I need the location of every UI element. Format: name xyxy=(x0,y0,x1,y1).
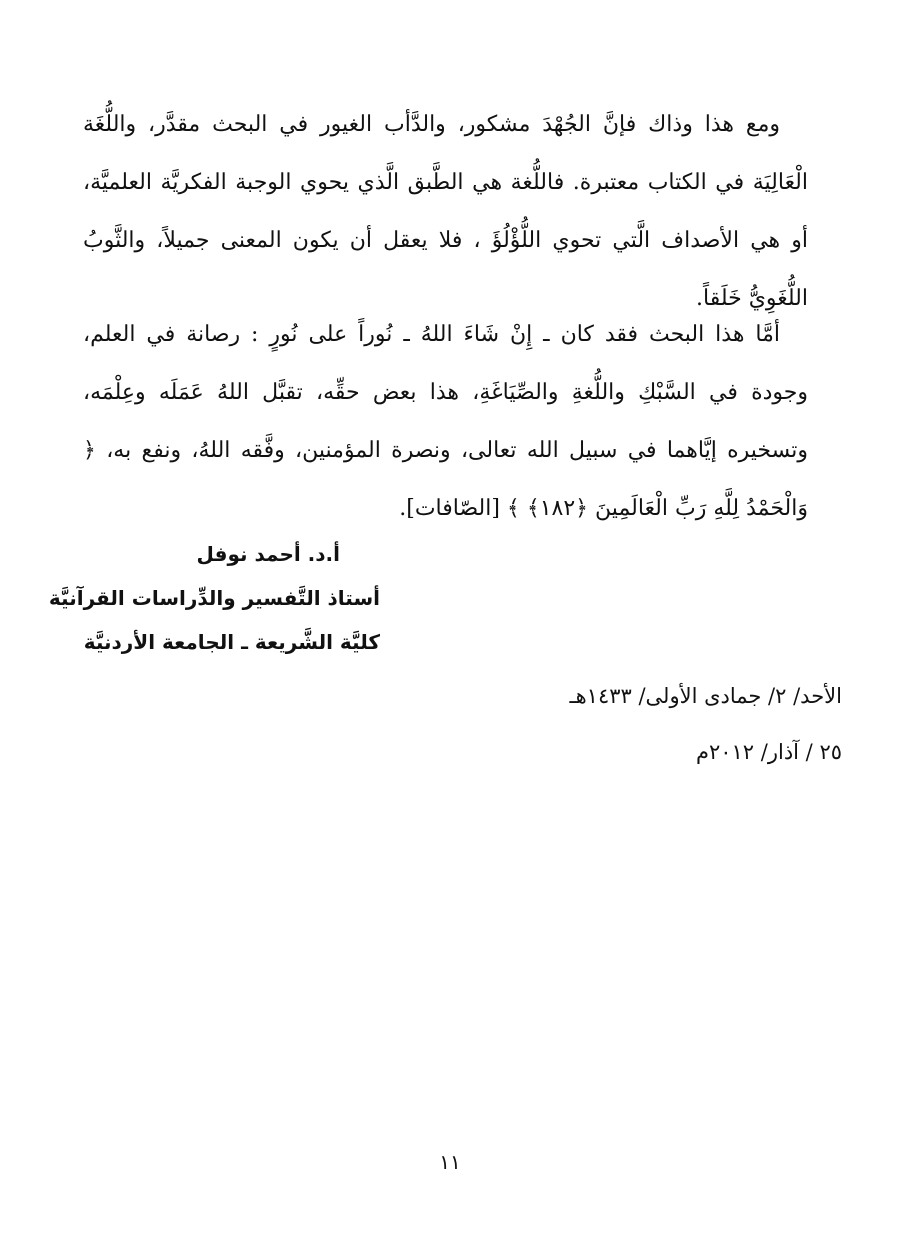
signature-title: أستاذ التَّفسير والدِّراسات القرآنيَّة xyxy=(48,586,380,610)
signature-block xyxy=(48,532,380,664)
gregorian-date: ٢٥ / آذار/ ٢٠١٢م xyxy=(695,740,842,764)
paragraph-text: أمَّا هذا البحث فقد كان ـ إِنْ شَاءَ اللهُ ـ نُوراً على نُورٍ : رصانة في العلم، وجودة في السَّبْكِ واللُّغةِ والصِّيَاغَةِ، هذا بعض حقِّه، تقبَّل اللهُ عَمَلَه وعِلْمَه، وتسخيره إيَّاهما في سبيل الله تعالى، ونصرة المؤمنين، وفَّقه اللهُ، ونفع به، ﴿ وَالْحَمْدُ لِلَّهِ رَبِّ الْعَالَمِينَ ﴿١٨٢﴾ ﴾ [الصّافات]. xyxy=(83,322,808,521)
paragraph-evaluation xyxy=(83,306,808,538)
paragraph-text: ومع هذا وذاك فإنَّ الجُهْدَ مشكور، والدَّأب الغيور في البحث مقدَّر، واللُّغَة الْعَالِيَة في الكتاب معتبرة. فاللُّغة هي الطَّبق الَّذي يحوي الوجبة الفكريَّة العلميَّة، أو هي الأصداف الَّتي تحوي اللُّؤْلُؤَ ، فلا يعقل أن يكون المعنى جميلاً، والثَّوبُ اللُّغَوِيُّ خَلَقاً. xyxy=(83,112,808,311)
date-block xyxy=(442,668,842,780)
signature-name: أ.د. أحمد نوفل xyxy=(196,542,340,566)
signature-affiliation: كليَّة الشَّريعة ـ الجامعة الأردنيَّة xyxy=(83,630,380,654)
paragraph-praise xyxy=(83,96,808,328)
page-number: ١١ xyxy=(439,1150,461,1174)
hijri-date: الأحد/ ٢/ جمادى الأولى/ ١٤٣٣هـ xyxy=(569,684,842,708)
